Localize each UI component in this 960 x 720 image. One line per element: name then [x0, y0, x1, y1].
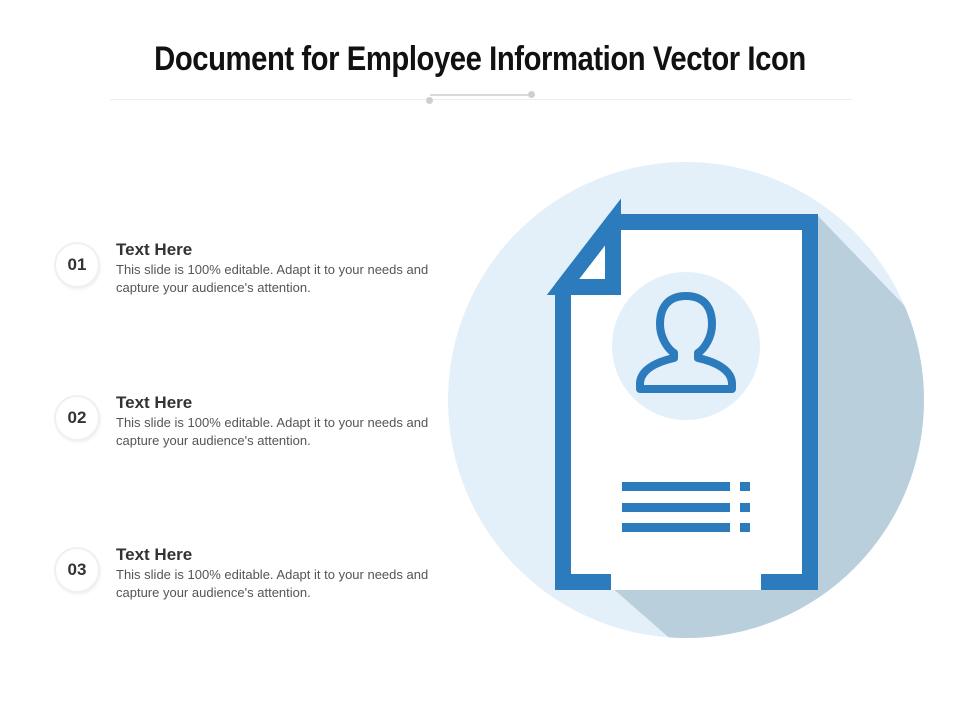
title-accent-dot-left	[426, 97, 433, 104]
title-divider	[110, 99, 852, 100]
number-badge: 02	[56, 397, 98, 439]
number-badge: 03	[56, 549, 98, 591]
text-bullet	[740, 503, 750, 512]
item-body: This slide is 100% editable. Adapt it to your needs and capture your audience's attention.	[116, 262, 429, 295]
text-line	[622, 482, 730, 491]
list-item-01	[56, 240, 456, 310]
list-item-03	[56, 545, 456, 615]
number-badge: 01	[56, 244, 98, 286]
item-body: This slide is 100% editable. Adapt it to your needs and capture your audience's attention.	[116, 567, 429, 600]
item-heading: Text Here	[116, 240, 193, 259]
text-bullet	[740, 482, 750, 491]
text-line	[622, 523, 730, 532]
item-heading: Text Here	[116, 545, 193, 564]
title-accent-line	[430, 94, 532, 96]
item-body: This slide is 100% editable. Adapt it to your needs and capture your audience's attention.	[116, 415, 429, 448]
title-accent-dot-right	[528, 91, 535, 98]
employee-document-icon	[448, 162, 928, 642]
bottom-gap	[611, 568, 761, 590]
slide-title: Document for Employee Information Vector Icon	[154, 40, 806, 78]
list-item-02	[56, 393, 456, 463]
employee-document-illustration	[448, 162, 928, 647]
text-bullet	[740, 523, 750, 532]
item-heading: Text Here	[116, 393, 193, 412]
text-line	[622, 503, 730, 512]
